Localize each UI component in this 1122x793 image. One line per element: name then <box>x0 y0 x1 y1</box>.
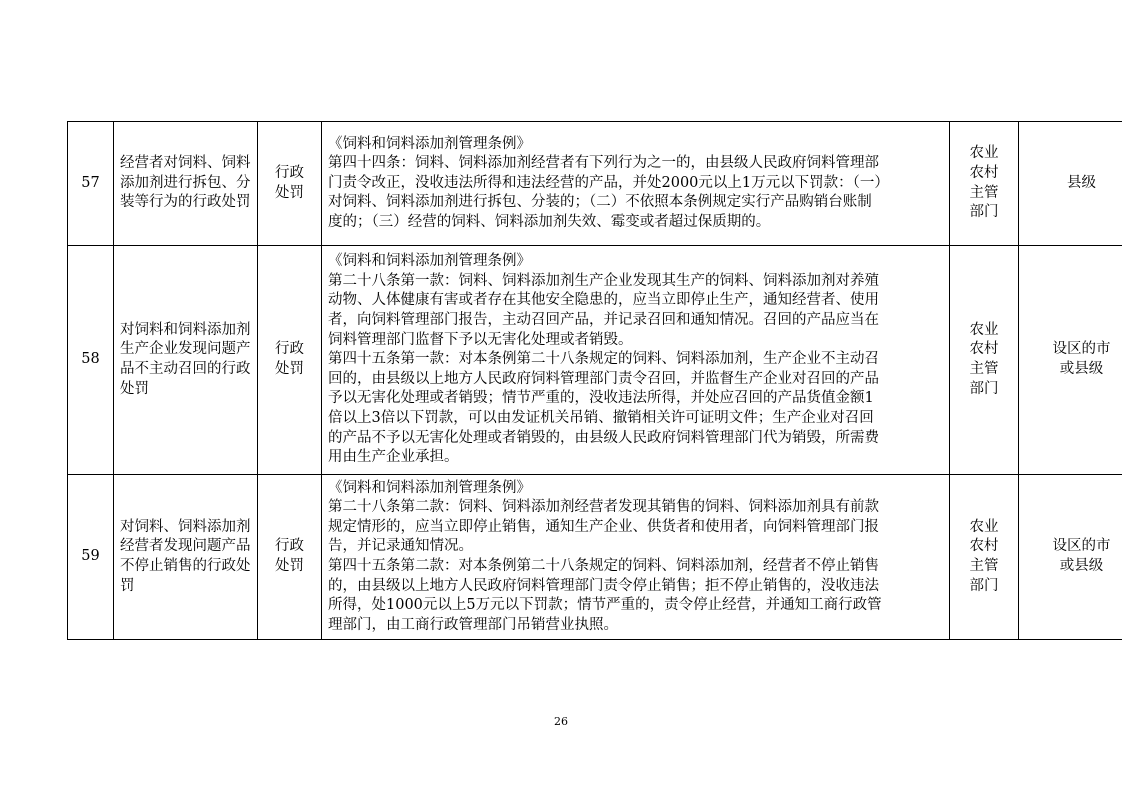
table-row <box>68 122 1122 246</box>
level-line: 或县级 <box>1059 558 1104 574</box>
dept-line: 农业 <box>969 518 999 535</box>
basis-line: 第四十五条第二款：对本条例第二十八条规定的饲料、饲料添加剂，经营者不停止销售 <box>328 558 879 574</box>
penalty-table <box>67 121 1122 640</box>
basis-line: 门责令改正，没收违法所得和违法经营的产品，并处2000元以上1万元以下罚款：（一） <box>328 174 889 191</box>
basis-line: 动物、人体健康有害或者存在其他安全隐患的，应当立即停止生产，通知经营者、使用 <box>328 292 879 309</box>
dept-line: 主管 <box>969 361 999 377</box>
basis-line: 回的，由县级以上地方人民政府饲料管理部门责令召回，并监督生产企业对召回的产品 <box>328 370 879 387</box>
dept-line: 主管 <box>969 558 999 574</box>
dept-line: 农业 <box>969 145 999 162</box>
table-row <box>68 475 1122 640</box>
basis-line: 的产品不予以无害化处理或者销毁的，由县级人民政府饲料管理部门代为销毁，所需费 <box>328 429 879 446</box>
basis-line: 用由生产企业承担。 <box>328 449 459 466</box>
responsible-department <box>950 122 1019 246</box>
responsible-department <box>950 246 1019 475</box>
basis-line: 《饲料和饲料添加剂管理条例》 <box>328 479 531 496</box>
item-name: 经营者对饲料、饲料添加剂进行拆包、分装等行为的行政处罚 <box>114 122 258 246</box>
level-line: 设区的市 <box>1052 538 1111 555</box>
legal-basis <box>322 246 950 475</box>
basis-line: 第四十五条第一款：对本条例第二十八条规定的饲料、饲料添加剂，生产企业不主动召 <box>328 351 879 368</box>
row-number: 58 <box>68 246 114 475</box>
row-number: 59 <box>68 475 114 640</box>
penalty-type <box>258 475 322 640</box>
legal-basis <box>322 475 950 640</box>
dept-line: 部门 <box>969 204 999 221</box>
row-number: 57 <box>68 122 114 246</box>
level-line: 设区的市 <box>1052 341 1111 358</box>
basis-line: 第二十八条第一款：饲料、饲料添加剂生产企业发现其生产的饲料、饲料添加剂对养殖 <box>328 272 879 289</box>
enforcement-level <box>1019 122 1122 246</box>
basis-line: 予以无害化处理或者销毁；情节严重的，没收违法所得，并处应召回的产品货值金额1 <box>328 390 874 407</box>
basis-line: 所得，处1000元以上5万元以下罚款；情节严重的，责令停止经营，并通知工商行政管 <box>328 597 882 614</box>
dept-line: 农村 <box>969 341 999 358</box>
page-number: 26 <box>554 715 568 728</box>
type-line: 行政 <box>275 164 304 181</box>
basis-line: 规定情形的，应当立即停止销售，通知生产企业、供货者和使用者，向饲料管理部门报 <box>328 518 879 535</box>
item-name: 对饲料、饲料添加剂经营者发现问题产品不停止销售的行政处罚 <box>114 475 258 640</box>
enforcement-level <box>1019 475 1122 640</box>
basis-line: 《饲料和饲料添加剂管理条例》 <box>328 135 531 152</box>
dept-line: 部门 <box>969 380 999 397</box>
type-line: 行政 <box>275 538 304 555</box>
penalty-type <box>258 246 322 475</box>
basis-line: 告，并记录通知情况。 <box>328 538 473 555</box>
type-line: 处罚 <box>275 184 304 201</box>
basis-line: 饲料管理部门监督下予以无害化处理或者销毁。 <box>328 331 633 348</box>
enforcement-level <box>1019 246 1122 475</box>
level-line: 或县级 <box>1059 361 1104 377</box>
dept-line: 部门 <box>969 577 999 594</box>
dept-line: 农村 <box>969 538 999 555</box>
dept-line: 农村 <box>969 164 999 181</box>
penalty-type <box>258 122 322 246</box>
item-name: 对饲料和饲料添加剂生产企业发现问题产品不主动召回的行政处罚 <box>114 246 258 475</box>
basis-line: 的，由县级以上地方人民政府饲料管理部门责令停止销售；拒不停止销售的，没收违法 <box>328 577 879 594</box>
basis-line: 第四十四条：饲料、饲料添加剂经营者有下列行为之一的，由县级人民政府饲料管理部 <box>328 155 879 172</box>
basis-line: 者，向饲料管理部门报告，主动召回产品，并记录召回和通知情况。召回的产品应当在 <box>328 312 879 329</box>
level-line: 县级 <box>1067 174 1096 191</box>
type-line: 处罚 <box>275 558 304 574</box>
type-line: 处罚 <box>275 361 304 377</box>
basis-line: 度的；（三）经营的饲料、饲料添加剂失效、霉变或者超过保质期的。 <box>328 213 771 230</box>
basis-line: 对饲料、饲料添加剂进行拆包、分装的；（二）不依照本条例规定实行产品购销台账制 <box>328 194 872 211</box>
type-line: 行政 <box>275 341 304 358</box>
basis-line: 《饲料和饲料添加剂管理条例》 <box>328 253 531 270</box>
table-row <box>68 246 1122 475</box>
basis-line: 第二十八条第二款：饲料、饲料添加剂经营者发现其销售的饲料、饲料添加剂具有前款 <box>328 499 879 516</box>
basis-line: 理部门，由工商行政管理部门吊销营业执照。 <box>328 616 618 633</box>
dept-line: 主管 <box>969 184 999 201</box>
responsible-department <box>950 475 1019 640</box>
basis-line: 倍以上3倍以下罚款，可以由发证机关吊销、撤销相关许可证明文件；生产企业对召回 <box>328 409 874 426</box>
legal-basis <box>322 122 950 246</box>
dept-line: 农业 <box>969 321 999 338</box>
